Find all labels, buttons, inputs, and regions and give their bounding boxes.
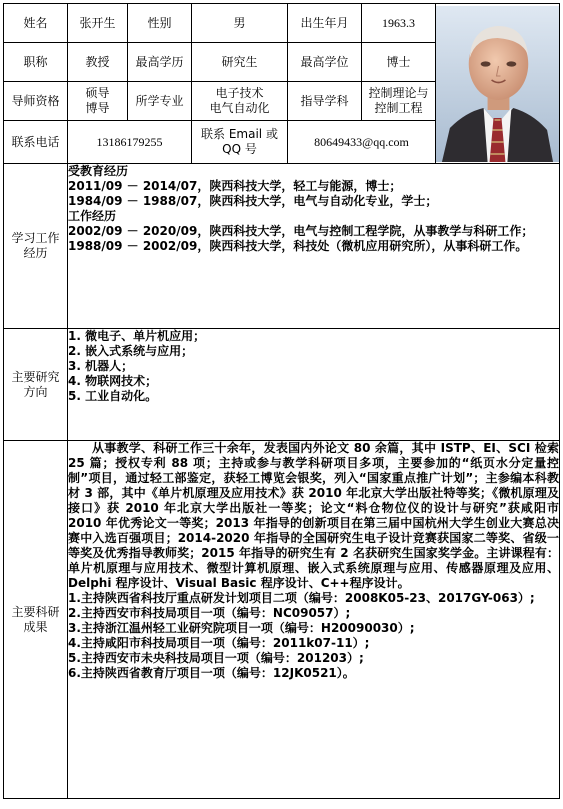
supervisor-value-line1: 硕导 (85, 86, 110, 100)
project-item: 4.主持咸阳市科技局项目一项（编号：2011k07-11）; (68, 636, 370, 650)
gender-value: 男 (192, 4, 288, 43)
birth-label: 出生年月 (288, 4, 362, 43)
supervisor-label: 导师资格 (4, 82, 68, 121)
discipline-value-line1: 控制理论与 (368, 86, 429, 100)
major-value (192, 82, 288, 121)
experience-label-line2: 经历 (23, 246, 48, 260)
email-label-line2: QQ 号 (222, 142, 257, 156)
name-value: 张开生 (68, 4, 128, 43)
discipline-label: 指导学科 (288, 82, 362, 121)
email-label (192, 121, 288, 164)
supervisor-value (68, 82, 128, 121)
work-item: 2002/09 － 2020/09，陕西科技大学，电气与控制工程学院，从事教学与科研工作； (68, 224, 534, 238)
work-item: 1988/09 － 2002/09，陕西科技大学，科技处（微机应用研究所），从事科研工作。 (68, 239, 528, 253)
email-label-line1: 联系 Email 或 (201, 127, 278, 141)
work-heading: 工作经历 (68, 209, 117, 223)
row-research-directions (4, 329, 560, 441)
education-item: 2011/09 － 2014/07，陕西科技大学，轻工与能源，博士； (68, 179, 402, 193)
results-label-line1: 主要科研 (11, 604, 60, 619)
results-paragraph: 从事教学、科研工作三十余年，发表国内外论文 80 余篇，其中 ISTP、EI、SCI 检索 25 篇；授权专利 88 项；主持或参与教学科研项目多项，主要参加的“纸页水分定量控制”项目，通过轻工部鉴定，获轻工博览会银奖，列入“国家重点推广计划”；主参编本科教材 3 部，其中《单片机原理及应用技术》获 2010 年北京大学出版社特等奖；《微机原理及接口》获 2010 年北京大学出版社一等奖；论文“料仓物位仪的设计与研究”获咸阳市 2010 年优秀论文一等奖；2013 年指导的创新项目在第三届中国杭州大学生创业大赛总决赛中入选百强项目；2014-2020 年指导的全国研究生电子设计竞赛获国家二等奖、省级一等奖及优秀指导教师奖；2015 年指导的研究生有 2 名获研究生国家奖学金。主讲课程有：单片机原理与应用技术、微型计算机原理、嵌入式系统原理与应用、传感器原理及应用、Delphi 程序设计、Visual Basic 程序设计、C++程序设计。 (68, 441, 559, 590)
research-content (68, 329, 560, 441)
research-label-line1: 主要研究 (11, 369, 60, 384)
research-item: 2. 嵌入式系统与应用； (68, 344, 194, 358)
major-label: 所学专业 (128, 82, 192, 121)
discipline-value (362, 82, 436, 121)
results-label-line2: 成果 (23, 619, 48, 634)
research-label (4, 329, 68, 441)
photo-cell (436, 4, 560, 164)
title-label: 职称 (4, 43, 68, 82)
education-value: 研究生 (192, 43, 288, 82)
discipline-value-line2: 控制工程 (374, 101, 423, 115)
degree-value: 博士 (362, 43, 436, 82)
portrait-photo (436, 6, 559, 162)
research-label-line2: 方向 (23, 384, 48, 399)
experience-label-line1: 学习工作 (11, 231, 60, 245)
row-research-results (4, 441, 560, 799)
phone-value: 13186179255 (68, 121, 192, 164)
project-item: 3.主持浙江温州轻工业研究院项目一项（编号：H20090030）; (68, 621, 415, 635)
research-item: 3. 机器人； (68, 359, 134, 373)
phone-label: 联系电话 (4, 121, 68, 164)
birth-value: 1963.3 (362, 4, 436, 43)
cv-table (3, 3, 560, 799)
results-content (68, 441, 560, 799)
title-value: 教授 (68, 43, 128, 82)
education-label: 最高学历 (128, 43, 192, 82)
major-value-line2: 电气自动化 (209, 101, 270, 115)
major-value-line1: 电子技术 (215, 86, 264, 100)
project-item: 2.主持西安市科技局项目一项（编号：NC09057）; (68, 606, 351, 620)
project-item: 5.主持西安市未央科技局项目一项（编号：201203）; (68, 651, 364, 665)
research-item: 5. 工业自动化。 (68, 389, 158, 403)
degree-label: 最高学位 (288, 43, 362, 82)
experience-label (4, 164, 68, 329)
research-item: 4. 物联网技术； (68, 374, 158, 388)
project-item: 6.主持陕西省教育厅项目一项（编号：12JK0521）。 (68, 666, 355, 680)
email-value: 80649433@qq.com (288, 121, 436, 164)
row-experience (4, 164, 560, 329)
name-label: 姓名 (4, 4, 68, 43)
education-heading: 受教育经历 (68, 164, 129, 178)
gender-label: 性别 (128, 4, 192, 43)
row-basic-info (4, 4, 560, 43)
research-item: 1. 微电子、单片机应用； (68, 329, 206, 343)
supervisor-value-line2: 博导 (85, 101, 110, 115)
experience-content (68, 164, 560, 329)
education-item: 1984/09 － 1988/07，陕西科技大学，电气与自动化专业，学士； (68, 194, 438, 208)
results-label (4, 441, 68, 799)
project-item: 1.主持陕西省科技厅重点研发计划项目二项（编号：2008K05-23、2017GY-063）; (68, 591, 535, 605)
